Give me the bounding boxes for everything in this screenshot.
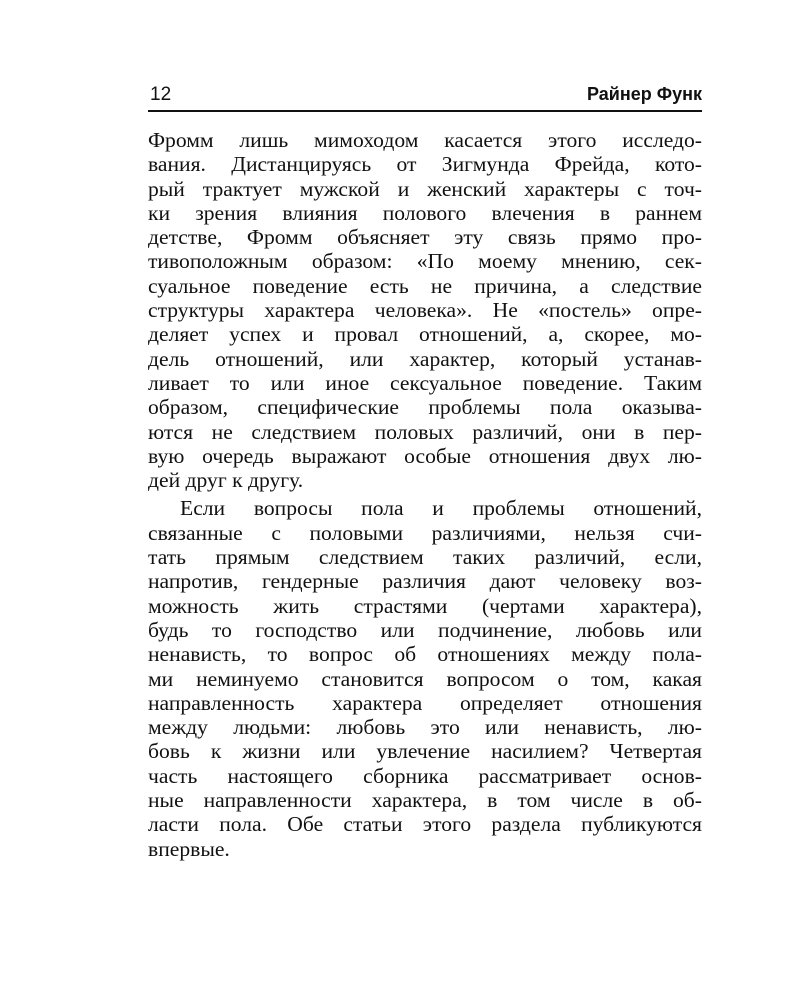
page-number: 12 — [150, 84, 172, 105]
text-line: впервые. — [148, 836, 230, 861]
text-line: связанные с половыми различиями, нельзя счи- — [148, 520, 702, 545]
text-line: можность жить страстями (чертами характера), — [148, 593, 702, 618]
body-text — [148, 128, 702, 861]
text-line: часть настоящего сборника рассматривает основ- — [148, 763, 702, 788]
running-head-author: Райнер Функ — [587, 84, 702, 104]
text-line: ные направленности характера, в том числе в об- — [148, 788, 702, 813]
text-line: рый трактует мужской и женский характеры с точ- — [148, 176, 702, 201]
text-line: деляет успех и провал отношений, а, скорее, мо- — [148, 322, 702, 347]
text-line: ются не следствием половых различий, они в пер- — [148, 419, 702, 444]
paragraph-1 — [148, 128, 702, 492]
text-line: ненависть, то вопрос об отношениях между пола- — [148, 642, 702, 667]
text-line: структуры характера человека». Не «постель» опре- — [148, 298, 702, 323]
text-line: бовь к жизни или увлечение насилием? Четвертая — [148, 739, 702, 764]
text-line: тивоположным образом: «По моему мнению, сек- — [148, 249, 702, 274]
text-line: образом, специфические проблемы пола оказыва- — [148, 395, 702, 420]
text-line: ливает то или иное сексуальное поведение. Таким — [148, 370, 702, 395]
text-line: тать прямым следствием таких различий, если, — [148, 545, 702, 570]
text-line: вания. Дистанцируясь от Зигмунда Фрейда, кото- — [148, 152, 702, 177]
text-line: будь то господство или подчинение, любовь или — [148, 617, 702, 642]
text-line: детстве, Фромм объясняет эту связь прямо про- — [148, 225, 702, 250]
text-line: дей друг к другу. — [148, 468, 304, 493]
running-head — [148, 82, 702, 112]
text-line: ми неминуемо становится вопросом о том, какая — [148, 666, 702, 691]
text-line: направленность характера определяет отношения — [148, 690, 702, 715]
text-line: Если вопросы пола и проблемы отношений, — [180, 496, 702, 521]
text-line: напротив, гендерные различия дают человеку воз- — [148, 569, 702, 594]
text-line: ки зрения влияния полового влечения в раннем — [148, 200, 702, 225]
text-line: вую очередь выражают особые отношения двух лю- — [148, 443, 702, 468]
paragraph-2 — [148, 496, 702, 860]
text-line: дель отношений, или характер, который устанав- — [148, 346, 702, 371]
text-line: ласти пола. Обе статьи этого раздела публикуются — [148, 812, 702, 837]
text-line: между людьми: любовь это или ненависть, лю- — [148, 715, 702, 740]
text-line: суальное поведение есть не причина, а следствие — [148, 273, 702, 298]
text-line: Фромм лишь мимоходом касается этого исследо- — [148, 128, 702, 152]
